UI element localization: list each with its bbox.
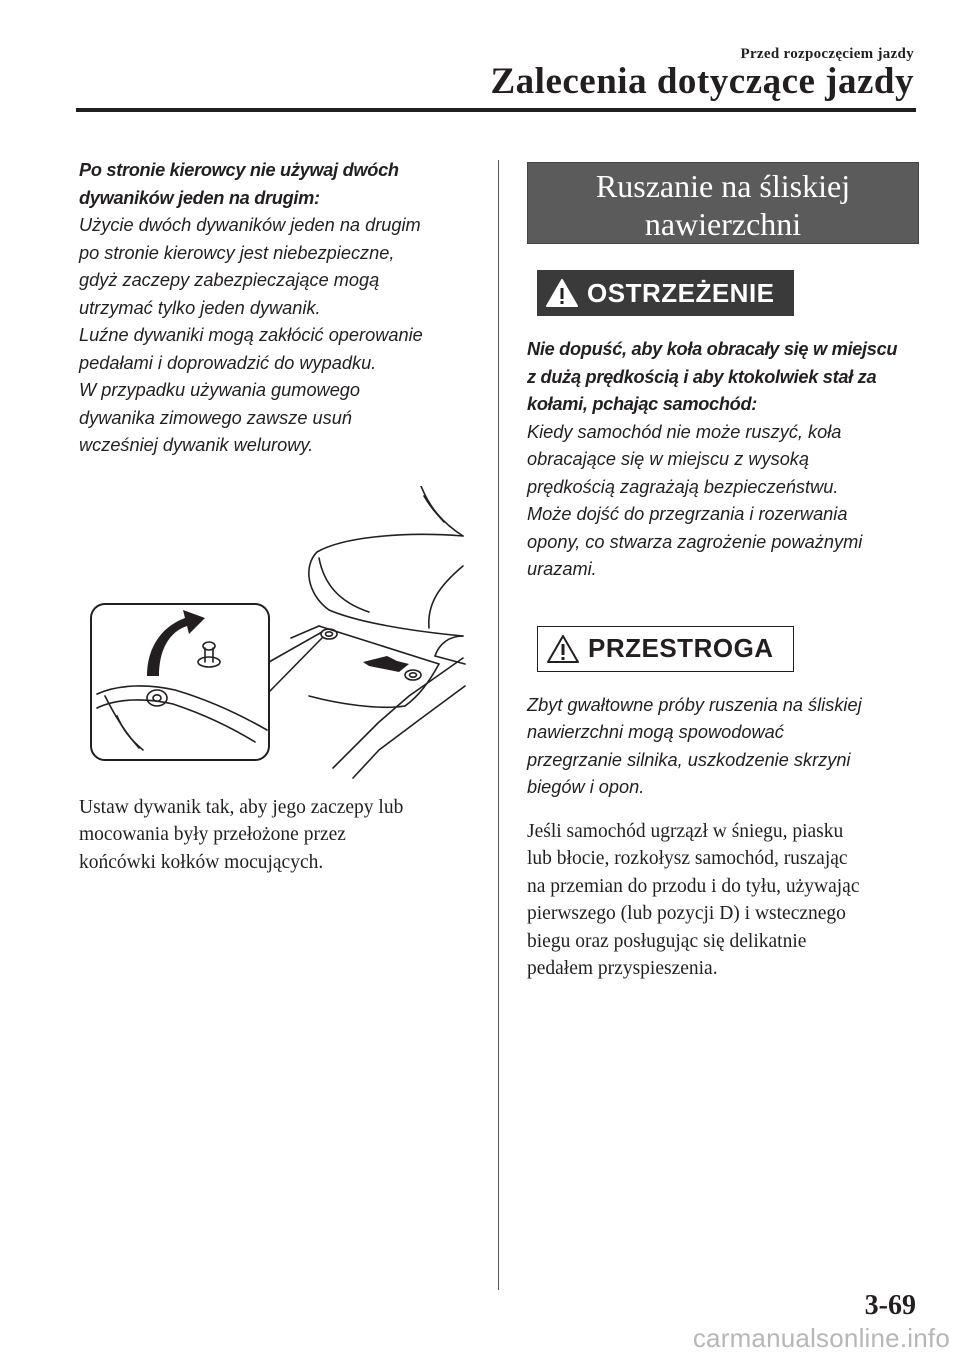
text-line: końcówki kołków mocujących. — [79, 851, 324, 873]
text-line: opony, co stwarza zagrożenie poważnymi — [527, 531, 863, 552]
text-line: gdyż zaczepy zabezpieczające mogą — [79, 270, 380, 290]
text-line: lub błocie, rozkołysz samochód, ruszając — [527, 848, 848, 869]
text-line: Użycie dwóch dywaników jeden na drugim — [79, 215, 421, 235]
section-title-line: nawierzchni — [644, 206, 802, 242]
text-line: Zbyt gwałtowne próby ruszenia na śliskiej — [527, 694, 862, 715]
text-line: urazami. — [527, 559, 597, 579]
text-line: obracające się w miejscu z wysoką — [527, 449, 810, 469]
text-line: pierwszego (lub pozycji D) i wstecznego — [527, 903, 846, 924]
warning-triangle-icon — [546, 634, 580, 664]
illustration-caption — [79, 794, 479, 877]
caution-body — [527, 692, 919, 802]
text-line: z dużą prędkością i aby ktokolwiek stał za — [527, 366, 877, 387]
text-line: nawierzchni mogą spowodować — [527, 722, 784, 742]
text-line: Jeśli samochód ugrzązł w śniegu, piasku — [527, 820, 844, 842]
warning-label: OSTRZEŻENIE — [587, 277, 775, 308]
right-column — [527, 162, 919, 983]
text-line: Ustaw dywanik tak, aby jego zaczepy lub — [79, 796, 404, 818]
text-line: przegrzanie silnika, uszkodzenie skrzyni — [527, 749, 851, 770]
text-line: dywaników jeden na drugim: — [79, 187, 320, 208]
caution-label-box — [537, 626, 794, 672]
text-line: pedałami i doprowadzić do wypadku. — [79, 352, 377, 373]
text-line: wcześniej dywanik welurowy. — [79, 435, 314, 455]
left-column — [79, 157, 479, 876]
text-line: kołami, pchając samochód: — [527, 394, 758, 414]
warning-triangle-icon — [545, 278, 579, 308]
section-title — [527, 162, 919, 244]
text-line: W przypadku używania gumowego — [79, 380, 361, 400]
text-line: dywanika zimowego zawsze usuń — [79, 407, 352, 428]
page-title: Zalecenia dotyczące jazdy — [490, 61, 914, 102]
mat-warning-body — [79, 212, 479, 460]
body-paragraph — [527, 818, 919, 983]
text-line: mocowania były przełożone przez — [79, 824, 346, 845]
column-divider — [498, 160, 499, 1290]
text-line: Luźne dywaniki mogą zakłócić operowanie — [79, 325, 423, 345]
text-line: Nie dopuść, aby koła obracały się w miejscu — [527, 339, 898, 359]
text-line: pedałem przyspieszenia. — [527, 958, 718, 979]
text-line: utrzymać tylko jeden dywanik. — [79, 297, 321, 318]
floor-mat-illustration — [79, 486, 469, 786]
direction-arrow-icon — [363, 656, 409, 672]
text-line: po stronie kierowcy jest niebezpieczne, — [79, 242, 395, 263]
page-number: 3-69 — [864, 1290, 916, 1321]
mat-warning-heading — [79, 157, 479, 212]
spin-warning-body — [527, 419, 919, 584]
warning-label-box — [537, 270, 794, 316]
text-line: biegu oraz posługując się delikatnie — [527, 930, 807, 952]
header-section-label: Przed rozpoczęciem jazdy — [740, 46, 914, 62]
text-line: na przemian do przodu i do tyłu, używając — [527, 875, 860, 897]
text-line: Po stronie kierowcy nie używaj dwóch — [79, 160, 399, 180]
section-title-line: Ruszanie na śliskiej — [595, 168, 851, 204]
caution-label: PRZESTROGA — [588, 633, 774, 663]
text-line: Kiedy samochód nie może ruszyć, koła — [527, 421, 842, 442]
text-line: prędkością zagrażają bezpieczeństwu. — [527, 476, 839, 497]
header-rule — [76, 108, 916, 112]
watermark: carmanualsonline.info — [692, 1323, 950, 1353]
text-line: Może dojść do przegrzania i rozerwania — [527, 504, 848, 524]
text-line: biegów i opon. — [527, 777, 645, 797]
spin-warning-heading — [527, 336, 919, 419]
